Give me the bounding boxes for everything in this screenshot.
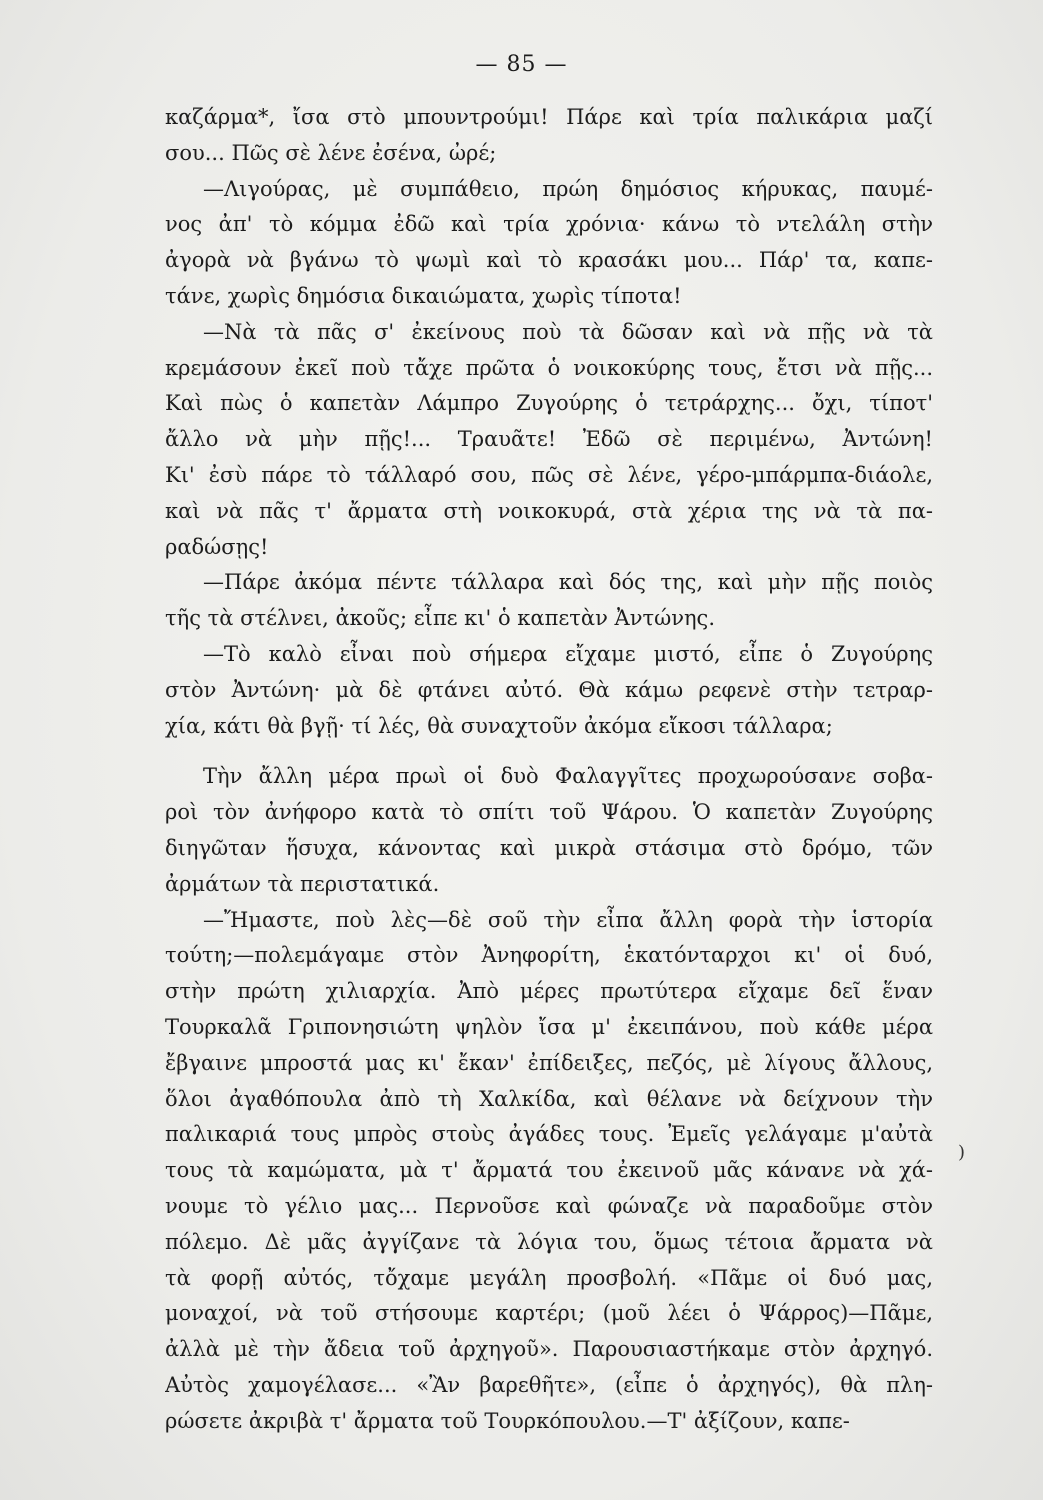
text-line: ἀγορὰ νὰ βγάνω τὸ ψωμὶ καὶ τὸ κρασάκι μου... Πάρ' τα, καπε- — [165, 248, 933, 273]
text-line: ρώσετε ἀκριβὰ τ' ἄρματα τοῦ Τουρκόπουλου.—Τ' ἀξίζουν, καπε- — [165, 1408, 850, 1433]
text-line: τούτη;—πολεμάγαμε στὸν Ἀνηφορίτη, ἑκατόνταρχοι κι' οἱ δυό, — [165, 943, 933, 968]
text-line: —Ἤμαστε, ποὺ λὲς—δὲ σοῦ τὴν εἶπα ἄλλη φορὰ τὴν ἱστορία — [203, 907, 933, 932]
text-line: ραδώσῃς! — [165, 534, 269, 559]
paragraph — [165, 315, 933, 566]
text-line: καὶ νὰ πᾶς τ' ἄρματα στὴ νοικοκυρά, στὰ χέρια της νὰ τὰ πα- — [165, 498, 933, 523]
text-line: —Λιγούρας, μὲ συμπάθειο, πρώη δημόσιος κήρυκας, παυμέ- — [203, 176, 933, 201]
text-line: τῆς τὰ στέλνει, ἀκοῦς; εἶπε κι' ὁ καπετὰν Ἀντώνης. — [165, 606, 715, 631]
text-line: ἀρμάτων τὰ περιστατικά. — [165, 871, 440, 896]
paragraph — [165, 903, 933, 1440]
text-line: καζάρμα*, ἴσα στὸ μπουντρούμι! Πάρε καὶ τρία παλικάρια μαζί — [165, 105, 933, 129]
text-line: στὸν Ἀντώνη· μὰ δὲ φτάνει αὐτό. Θὰ κάμω ρεφενὲ στὴν τετραρ- — [165, 677, 933, 702]
text-line: τάνε, χωρὶς δημόσια δικαιώματα, χωρὶς τίποτα! — [165, 283, 682, 308]
text-line: ροὶ τὸν ἀνήφορο κατὰ τὸ σπίτι τοῦ Ψάρου. Ὁ καπετὰν Ζυγούρης — [165, 800, 933, 825]
body-text — [165, 100, 933, 1439]
text-line: ὅλοι ἀγαθόπουλα ἀπὸ τὴ Χαλκίδα, καὶ θέλανε νὰ δείχνουν τὴν — [165, 1086, 933, 1111]
page-number: — 85 — — [475, 52, 568, 77]
text-line: ἀλλὰ μὲ τὴν ἄδεια τοῦ ἀρχηγοῦ». Παρουσιαστήκαμε στὸν ἀρχηγό. — [165, 1337, 933, 1362]
text-line: στὴν πρώτη χιλιαρχία. Ἀπὸ μέρες πρωτύτερα εἴχαμε δεῖ ἕναν — [165, 979, 933, 1004]
text-line: τους τὰ καμώματα, μὰ τ' ἄρματά του ἐκεινοῦ μᾶς κάνανε νὰ χά- — [165, 1158, 933, 1183]
text-line: ἄλλο νὰ μὴν πῇς!... Τραυᾶτε! Ἐδῶ σὲ περιμένω, Ἀντώνη! — [165, 427, 933, 452]
text-line: μοναχοί, νὰ τοῦ στήσουμε καρτέρι; (μοῦ λέει ὁ Ψάρρος)—Πᾶμε, — [165, 1301, 933, 1326]
text-line: Τὴν ἄλλη μέρα πρωὶ οἱ δυὸ Φαλαγγῖτες προχωρούσανε σοβα- — [203, 764, 933, 789]
text-line: πόλεμο. Δὲ μᾶς ἀγγίζανε τὰ λόγια του, ὅμως τέτοια ἄρματα νὰ — [165, 1229, 933, 1254]
paragraph — [165, 759, 933, 902]
text-line: νουμε τὸ γέλιο μας... Περνοῦσε καὶ φώναζε νὰ παραδοῦμε στὸν — [165, 1193, 933, 1218]
text-line: διηγῶταν ἥσυχα, κάνοντας καὶ μικρὰ στάσιμα στὸ δρόμο, τῶν — [165, 835, 933, 860]
paragraph — [165, 100, 933, 172]
text-line: κρεμάσουν ἐκεῖ ποὺ τἄχε πρῶτα ὁ νοικοκύρης τους, ἔτσι νὰ πῇς... — [165, 355, 933, 380]
text-line: τὰ φορῇ αὐτός, τὄχαμε μεγάλη προσβολή. «Πᾶμε οἱ δυό μας, — [165, 1265, 933, 1290]
text-line: Καὶ πὼς ὁ καπετὰν Λάμπρο Ζυγούρης ὁ τετράρχης... ὄχι, τίποτ' — [165, 391, 933, 416]
text-line: παλικαριά τους μπρὸς στοὺς ἀγάδες τους. Ἐμεῖς γελάγαμε μ'αὐτὰ — [165, 1122, 933, 1147]
text-line: χία, κάτι θὰ βγῇ· τί λές, θὰ συναχτοῦν ἀκόμα εἴκοσι τάλλαρα; — [165, 713, 833, 738]
text-line: ἔβγαινε μπροστά μας κι' ἔκαν' ἐπίδειξες, πεζός, μὲ λίγους ἄλλους, — [165, 1050, 933, 1075]
text-line: —Τὸ καλὸ εἶναι ποὺ σήμερα εἴχαμε μιστό, εἶπε ὁ Ζυγούρης — [203, 641, 933, 666]
paragraph — [165, 565, 933, 637]
text-line: Κι' ἐσὺ πάρε τὸ τάλλαρό σου, πῶς σὲ λένε, γέρο-μπάρμπα-διάολε, — [165, 462, 933, 487]
text-line: Τουρκαλᾶ Γριπονησιώτη ψηλὸν ἴσα μ' ἐκειπάνου, ποὺ κάθε μέρα — [165, 1014, 933, 1039]
text-line: —Νὰ τὰ πᾶς σ' ἐκείνους ποὺ τὰ δῶσαν καὶ νὰ πῇς νὰ τὰ — [203, 319, 933, 344]
section-break — [165, 744, 933, 759]
margin-mark: ) — [958, 1142, 966, 1163]
text-line: —Πάρε ἀκόμα πέντε τάλλαρα καὶ δός της, καὶ μὴν πῇς ποιὸς — [203, 570, 933, 595]
text-line: Αὐτὸς χαμογέλασε... «Ἂν βαρεθῆτε», (εἶπε ὁ ἀρχηγός), θὰ πλη- — [165, 1372, 933, 1397]
text-line: νος ἀπ' τὸ κόμμα ἐδῶ καὶ τρία χρόνια· κάνω τὸ ντελάλη στὴν — [165, 212, 933, 237]
paragraph — [165, 172, 933, 315]
text-line: σου... Πῶς σὲ λένε ἐσένα, ὠρέ; — [165, 140, 497, 165]
paragraph — [165, 637, 933, 744]
